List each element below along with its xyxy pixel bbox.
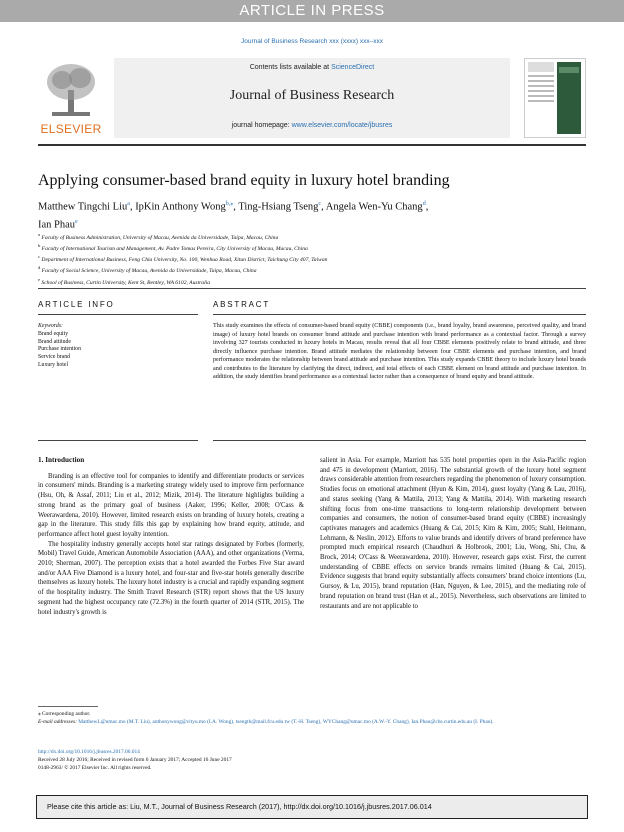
abstract-text: This study examines the effects of consumer-based brand equity (CBBE) components (i.e., brand loyalty, brand awareness, perceived quality, and brand image) of luxury hotel brands on consumer brand attitude and purchase intention with brand performance as a contextual factor. Through a survey involving 327 tourists conducted in luxury hotels in Macau, results reveal that all four CBBE elements positively relate to brand attitude, and three directly influence purchase intention. Brand attitude mediates the relationship between four CBBE elements and purchase intention, and brand performance moderates the relationship between brand attitude and purchase intention. This study expands CBBE theory to include luxury hotel brands and contributes to the literature by clarifying the direct, indirect, and total effects of each CBBE element on brand attitude and purchase intention. In addition, the study identifies brand performance as a contextual factor rather than a consequence of brand equity and brand attitude. xyxy=(213,323,586,380)
article-meta xyxy=(38,748,586,773)
article-info-rule xyxy=(38,314,198,315)
article-title: Applying consumer-based brand equity in luxury hotel branding xyxy=(38,172,450,189)
doi-link[interactable]: http://dx.doi.org/10.1016/j.jbusres.2017.06.014 xyxy=(38,749,140,755)
journal-homepage: journal homepage: www.elsevier.com/locate/jbusres xyxy=(231,122,393,129)
contents-line: Contents lists available at ScienceDirect xyxy=(249,64,375,71)
affiliation: $^a$ Faculty of Business Administration, University of Macau, Avenida da Universidade, Taipa, Macau, China xyxy=(38,232,279,241)
publisher-name: ELSEVIER xyxy=(40,122,102,136)
author-list: Matthew Tingchi Liu$^a$, IpKin Anthony Wong$^{b,⁎}$, Ting-Hsiang Tseng$^c$, Angela Wen-Yu Chang$^d$, Ian Phau$^e$ xyxy=(38,201,429,230)
author-affil-marker[interactable]: c xyxy=(318,201,322,207)
author-name[interactable]: Ian Phau xyxy=(38,219,76,230)
keyword: Purchase intention xyxy=(38,346,81,353)
elsevier-tree-icon xyxy=(44,60,98,118)
footnote-rule xyxy=(38,706,98,707)
abstract-heading: ABSTRACT xyxy=(213,300,271,309)
article-info-heading: ARTICLE INFO xyxy=(38,300,115,309)
footnotes xyxy=(38,710,586,726)
affiliation: $^e$ School of Business, Curtin University, Kent St, Bentley, WA 6102, Australia xyxy=(38,276,211,286)
received-dates: Received 28 July 2016; Received in revised form 6 January 2017; Accepted 16 June 2017 xyxy=(38,757,232,764)
author-name[interactable]: Ting-Hsiang Tseng xyxy=(238,201,319,213)
citation-box: Please cite this article as: Liu, M.T., Journal of Business Research (2017), http://dx.doi.org/10.1016/j.jbusres.2017.06.014 xyxy=(36,795,588,819)
corresponding-author-note: ⁎ Corresponding author. xyxy=(38,711,91,717)
keywords-bottom-rule xyxy=(38,440,198,441)
keyword: Service brand xyxy=(38,354,71,361)
keyword: Brand attitude xyxy=(38,338,72,345)
homepage-link[interactable]: www.elsevier.com/locate/jbusres xyxy=(291,122,393,129)
affiliation: $^d$ Faculty of Social Science, University of Macau, Avenida da Universidade, Taipa, Macau, China xyxy=(38,265,257,275)
author-name[interactable]: Matthew Tingchi Liu xyxy=(38,201,128,213)
journal-cover-thumbnail[interactable] xyxy=(524,58,586,138)
body-paragraph: Branding is an effective tool for companies to identify and differentiate products or services in consumers' minds. Branding is a marketing strategy widely used to improve firm performance (Hsu, Oh, & Assaf, 2011; Liu et al., 2012; Mizik, 2014). The literature highlights building a strong brand as the primary goal of business (Aaker, 1996; Keller, 2008; O'Cass & Weerawardena, 2010). However, limited research exists on branding of luxury hotels, creating a gap in the literature. This study fills this gap by explaining how brand equity, attitude, and performance affect hotel guest loyalty intention. xyxy=(38,472,304,538)
abstract-rule xyxy=(213,314,586,315)
keywords-block xyxy=(38,323,198,370)
keyword: Luxury hotel xyxy=(38,361,69,368)
body-paragraph: salient in Asia. For example, Marriott has 535 hotel properties open in the Asia-Pacific region and 475 in development (Marriott, 2016). The substantial growth of the luxury hotel segment draws considerable attention from researchers regarding the phenomenon of luxury consumption. Studies focus on emotional attachment (Hyun & Kim, 2014), guest loyalty (Yang & Lau, 2016), and status seeking (Yang & Mattila, 2013; Yang & Mattila, 2014). With marketing research shifting focus from one-time transactions to long-term relationship development between companies and consumers, the notion of consumer-based brand equity (CBBE) increasingly captivates managers and academics (Huang & Cai, 2015; Kim & Kim, 2005; Stahl, Heitmann, Lehmann, & Neslin, 2012). Efforts to value brands and identify drivers of brand preference have prompted much empirical research (Chaudhuri & Holbrook, 2001; Liu, Wong, Shi, Chu, & Brock, 2014; O'Cass & Weerawardena, 2010). However, research gaps exist. First, the current understanding of CBBE effects on service brands remains limited (Huang & Cai, 2015). Evidence suggests that brand equity substantially affects consumers' brand choice intentions (Lu, Gursoy, & Lu, 2015), brand reputation (Han, Nguyen, & Lee, 2015), and the mediating role of brand reputation on brand trust (Han et al., 2015). Nevertheless, such observations are limited to restaurants and are not applicable to xyxy=(320,457,586,610)
body-paragraph: The hospitality industry generally accepts hotel star ratings designated by Forbes (formerly, Mobil) Travel Guide, American Automobile Association (AAA), and other organizations (Verma, 2010; Sherman, 2007). The perception exists that a hotel awarded the Forbes Five Star award and/or AAA Five Diamond is a luxury hotel, and four-star and five-star hotels generally describe themselves as luxury hotels. The luxury hotel industry is a crucial and rapidly expanding segment of the hospitality industry. The Smith Travel Research (STR) report shows that the US luxury segment had the highest occupancy rate (72.3%) in the fourth quarter of 2014 (STR, 2015). The hotel industry's growth is xyxy=(38,540,304,616)
author-name[interactable]: IpKin Anthony Wong xyxy=(135,201,226,213)
journal-header xyxy=(38,58,586,138)
header-rule xyxy=(38,144,586,146)
email-links[interactable]: MatthewL@umac.mo (M.T. Liu), anthonywong@cityu.mo (I.A. Wong), tsength@mail.fcu.edu.tw (T.-H. Tseng), WYChang@umac.mo (A.W.-Y. Chang), Ian.Phau@cbs.curtin.edu.au (I. Phau). xyxy=(78,719,494,725)
affiliation: $^c$ Department of International Business, Feng Chia University, No. 100, Wenhua Road, Xitun District, Taichung City 407, Taiwan xyxy=(38,254,328,264)
affiliation: $^b$ Faculty of International Tourism and Management, Av. Padre Tomas Pereira, City University of Macau, Macau, China xyxy=(38,243,308,253)
author-affil-marker[interactable]: e xyxy=(75,218,78,225)
author-name[interactable]: Angela Wen-Yu Chang xyxy=(325,201,423,213)
journal-name: Journal of Business Research xyxy=(229,88,395,103)
author-affil-marker[interactable]: d xyxy=(422,201,426,207)
keywords-label: Keywords: xyxy=(38,323,63,329)
affiliations xyxy=(38,231,586,287)
journal-masthead xyxy=(114,58,510,138)
body-column-left xyxy=(38,456,304,617)
author-affil-marker[interactable]: b,⁎ xyxy=(225,201,234,207)
affil-rule xyxy=(38,288,586,289)
email-addresses: E-mail addresses: MatthewL@umac.mo (M.T. Liu), anthonywong@cityu.mo (I.A. Wong), tsength@mail.fcu.edu.tw (T.-H. Tseng), WYChang@umac.mo (A.W.-Y. Chang), Ian.Phau@cbs.curtin.edu.au (I. Phau). xyxy=(38,719,494,725)
sciencedirect-link[interactable]: ScienceDirect xyxy=(331,64,375,71)
keyword: Brand equity xyxy=(38,330,69,337)
journal-reference[interactable]: Journal of Business Research xxx (xxxx) xxx–xxx xyxy=(241,38,383,45)
elsevier-logo[interactable] xyxy=(38,58,104,138)
abstract-bottom-rule xyxy=(213,440,586,441)
author-affil-marker[interactable]: a xyxy=(127,201,130,207)
article-in-press-banner: ARTICLE IN PRESS xyxy=(0,0,624,22)
copyright: 0148-2963/ © 2017 Elsevier Inc. All rights reserved. xyxy=(38,765,152,772)
body-column-right xyxy=(320,456,586,611)
section-heading-introduction: 1. Introduction xyxy=(38,456,85,464)
journal-cover-image xyxy=(525,59,585,137)
